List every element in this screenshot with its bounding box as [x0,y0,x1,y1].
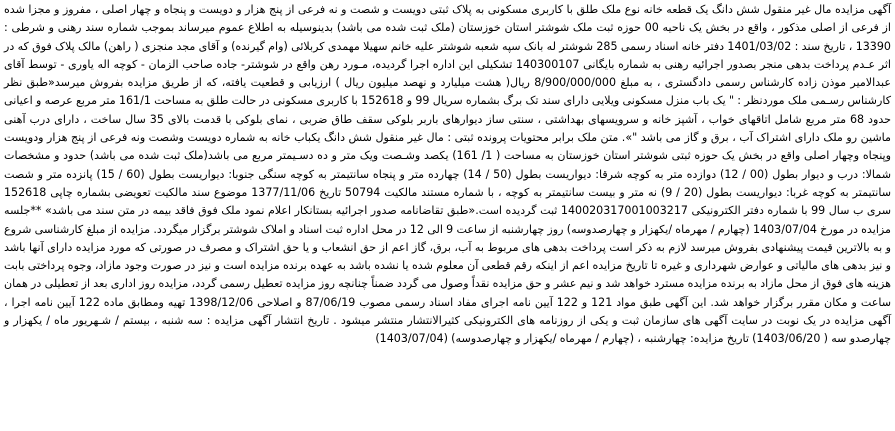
notice-body: آگهی مزایده مال غیر منقول شش دانگ یک قطعه خانه نوع ملک طلق با کاربری مسکونی به پلاک ثبتی دویست و شصت و نه فرعی از پنج هزار و دویست و پنجاه و چهار اصلی ، مفروز و مجزا شده از فرعی از اصلی مذکور ، واقع در بخش یک ناحیه 00 حوزه ثبت ملک شوشتر استان خوزستان (ملک ثبت شده می باشد) بدینوسیله به اطلاع عموم میرساند بموجب شماره سند رهنی و شرطی : 13390 ، تاریخ سند : 1401/03/02 دفتر خانه اسناد رسمی 285 شوشتر له بانک سپه شعبه شوشتر علیه خانم سهیلا مهمدی کربلائی (وام گیرنده) و آقای مجد منجزی ( راهن) مالک پلاک فوق که در اثر عـدم پرداخت بدهی منجر بصدور اجرائیه رهنی به شماره بایگانی 140300107 تشکیلی این اداره اجرا گردیده، مـورد رهن واقع در شوشتر- جاده صاحب الزمان - کوچه اله یاوری - توسط آقای عبدالامیر موذن زاده کارشناس رسمی دادگستری ، به مبلغ 8/900/000/000 ریال( هشت میلیارد و نهصد میلیون ریال ) ارزیابی و قطعیت یافته، که از طریق مزایده بفروش میرسد«طبق نظر کارشناس رسـمی ملک موردنظر : " یک باب منزل مسکونی ویلایی دارای سند تک برگ بشماره سریال 99 و 152618 با کاربری مسکونی در حالت طلق به مساحت 161/1 متر مربع عرصه و اعیانی حدود 68 متر مربع شامل اتاقهای خواب ، آشپز خانه و سرویسهای بهداشتی ، سنتی ساز دیوارهای باربر بلوکی سقف طاق ضربی ، نمای بلوکی با قدمت بالای 35 سال ساخت ، دارای درب آهنی ماشین رو ملک دارای اشتراک آب ، برق و گاز می باشد "». متن ملک برابر محتویات پرونده ثبتی : مال غیر منقول شش دانگ یکباب خانه به شماره دویست وشصت ونه فرعی از پنج هزار ودویست وپنجاه وچهار اصلی واقع در بخش یک حوزه ثبتی شوشتر استان خوزستان به مساحت ( 1/ 161) یکصد وشـصت ویک متر و ده دسـیمتر مربع می باشد(ملک ثبت شده می باشد) حدود و مشخصات شمالا: درب و دیوار بطول (00 / 12) دوازده متر به کوچه شرقا: دیواریست بطول (50 / 14) چهارده متر و پنجاه سانتیمتر به کوچه سنگی جنوبا: دیواریست بطول (60 / 15) پانزده متر و شصت سانتیمتر به کوچه غربا: دیواریست بطول (20 / 9) نه متر و بیست سانتیمتر به کوچه ، با شماره مستند مالکیت 50794 تاریخ 1377/11/06 موضوع سند مالکیت تعویضی بشماره چاپی 152618 سری ب سال 99 با شماره دفتر الکترونیکی 140020317001003217 ثبت گردیده است.«طبق تقاضانامه صدور اجرائیه بستانکار اعلام نمود ملک فوق فاقد بیمه در متن سند می باشد» **جلسه مزایده در مورخ 1403/07/04 (چهارم / مهرماه /یکهزار و چهارصدوسه) روز چهارشنبه از ساعت 9 الی 12 در محل اداره ثبت اسناد و املاک شوشتر برگزار میگردد. مزایده از مبلغ کارشناسی شروع و به بالاترین قیمت پیشنهادی بفروش میرسد لازم به ذکر است پرداخت بدهی های مربوط به آب، برق، گاز اعم از حق انشعاب و یا حق اشتراک و مصرف در صورتی که مورد مزایده دارای آنها باشد و نیز بدهی های مالیاتی و عوارض شهرداری و غیره تا تاریخ مزایده اعم از اینکه رقم قطعی آن معلوم شده یا نشده باشد به عهده برنده مزایده است و نیز در صورت وجود مازاد، وجوه پرداختی بابت هزینه های فوق از محل مازاد به برنده مزایده مسترد خواهد شد و نیم عشر و حق مزایده نقداً وصول می گردد ضمناً چنانچه روز مزایده تعطیل رسمی گردد، مزایده روز اداری بعد از تعطیلی در همان ساعت و مکان مقرر برگزار خواهد شد. این آگهی طبق مواد 121 و 122 آیین نامه اجرای مفاد اسناد رسمی مصوب 87/06/19 و اصلاحی 1398/12/06 تهیه ومطابق ماده 122 آیین نامه اجرا ، آگهی مزایده در یک نوبت در سایت آگهی های سازمان ثبت و یکی از روزنامه های الکترونیکی کثیرالانتشار منتشر میشود . تاریخ انتشار آگهی مزایده : سه شنبه ، بیستم / شـهریور ماه / یکهزار و چهارصدو سه ( 1403/06/20) تاریخ مزایده: چهارشنبه ، (چهارم / مهرماه /یکهزار و چهارصدوسه) (1403/07/04) [4,3,892,346]
